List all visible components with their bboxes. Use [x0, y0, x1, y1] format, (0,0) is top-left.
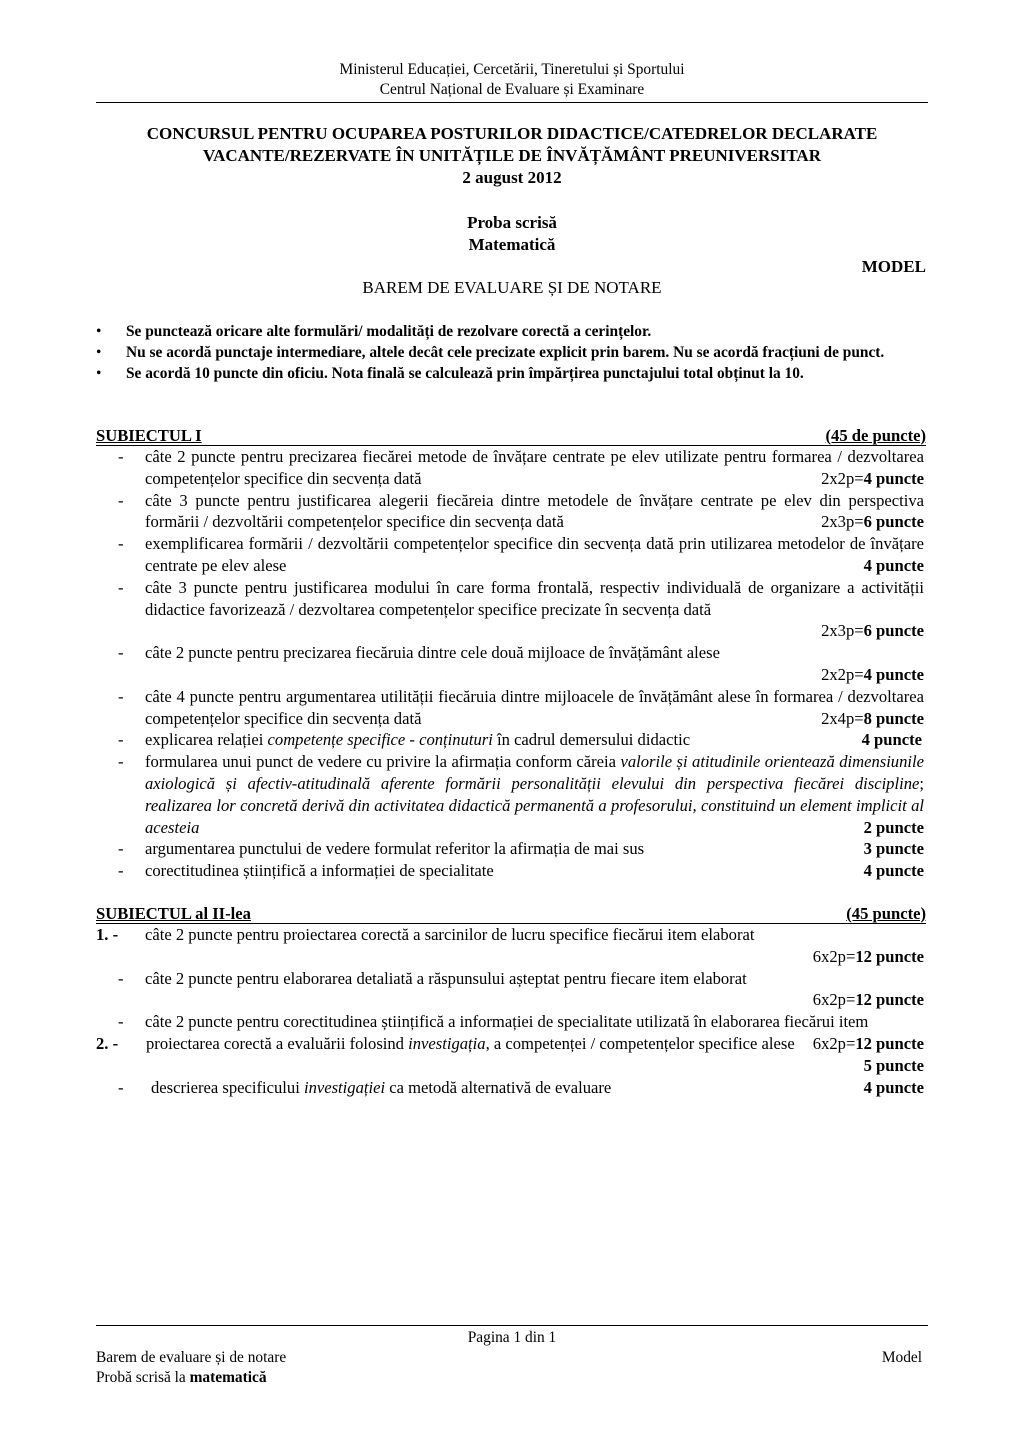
- item-number: 1. -: [96, 925, 119, 944]
- subject-1-title: SUBIECTUL I: [96, 426, 202, 445]
- item-text: explicarea relației: [145, 730, 268, 750]
- rules-list: [96, 321, 928, 384]
- list-item: - câte 3 puncte pentru justificarea alegerii fiecăreia dintre metodele de învățare centrate pe elev din perspectiva formării / dezvoltării competențelor specifice din secvența dată 2x3p=6 puncte: [118, 490, 924, 532]
- item-text-italic: investigația: [408, 1033, 486, 1053]
- item-text-italic: investigației: [303, 1077, 386, 1097]
- probe-label: Proba scrisă: [467, 213, 557, 232]
- list-item: - câte 2 puncte pentru corectitudinea științifică a informației de specialitate utilizată în elaborarea fiecărui item 6x2p=12 puncte: [118, 1012, 924, 1053]
- item-text: descrierea specificului: [151, 1077, 304, 1097]
- points-value: 8 puncte: [863, 708, 924, 728]
- rule-item: • Se punctează oricare alte formulări/ modalități de rezolvare corectă a cerințelor.: [96, 321, 928, 342]
- footer-text: Probă scrisă la: [96, 1369, 190, 1386]
- points-value: 4 puncte: [861, 730, 922, 750]
- evaluation-center: Centrul Național de Evaluare și Examinare: [379, 81, 645, 98]
- item-text: câte 2 puncte pentru proiectarea corectă a sarcinilor de lucru specifice fiecărui item elaborat: [145, 925, 755, 944]
- points-value: 2 puncte: [863, 817, 924, 837]
- item-text-italic: valorile și atitudinile orientează dimensiunile axiologică și afectiv-atitudinală aferente formării personalității elevului din perspectiva fiecărei discipline: [145, 752, 924, 793]
- item-text: câte 3 puncte pentru justificarea modului în care forma frontală, respectiv individuală de organizare a activității didactice favorizează / dezvoltarea competențelor specifice precizate în secvența dată: [145, 577, 924, 619]
- list-item: - câte 2 puncte pentru elaborarea detaliată a răspunsului așteptat pentru fiecare item elaborat 6x2p=12 puncte: [118, 968, 924, 1010]
- list-item: - explicarea relației competențe specifice - conținuturi în cadrul demersului didactic 4 puncte: [118, 730, 922, 750]
- points-value: 4 puncte: [863, 468, 924, 488]
- points-value: 12 puncte: [855, 946, 924, 966]
- item-text: câte 2 puncte pentru precizarea fiecăruia dintre cele două mijloace de învățământ alese: [145, 643, 720, 663]
- item-number: 2. -: [96, 1033, 119, 1053]
- points-value: 4 puncte: [863, 555, 924, 575]
- list-item: - câte 2 puncte pentru precizarea fiecărei metode de învățare centrate pe elev utilizate pentru formarea / dezvoltarea competențelor specifice din secvența dată 2x2p=4 puncte: [118, 447, 924, 488]
- subject-label: Matematică: [468, 235, 556, 254]
- points-value: 4 puncte: [863, 1077, 924, 1097]
- points-value: 6 puncte: [863, 621, 924, 641]
- footer-left-1: Barem de evaluare și de notare: [96, 1349, 287, 1366]
- points-value: 12 puncte: [855, 1033, 924, 1053]
- subject-2-heading: [96, 903, 926, 925]
- page-header: [96, 60, 928, 100]
- item-text: câte 4 puncte pentru argumentarea utilității fiecăruia dintre mijloacele de învățământ alese în formarea / dezvoltarea competențelor specifice din secvența dată: [145, 686, 924, 728]
- item-text-italic: realizarea lor concretă derivă din activitatea didactică permanentă a profesorului, constituind un element implicit al acesteia: [145, 795, 924, 837]
- item-text: exemplificarea formării / dezvoltării competențelor specifice din secvența dată prin utilizarea metodelor de învățare centrate pe elev alese: [145, 534, 924, 575]
- title-line-1: CONCURSUL PENTRU OCUPAREA POSTURILOR DIDACTICE/CATEDRELOR DECLARATE: [146, 124, 878, 143]
- exam-info: [96, 212, 928, 256]
- title-line-2: VACANTE/REZERVATE ÎN UNITĂȚILE DE ÎNVĂȚĂMÂNT PREUNIVERSITAR: [203, 146, 821, 165]
- item-text: câte 3 puncte pentru justificarea alegerii fiecăreia dintre metodele de învățare centrate pe elev din perspectiva formării / dezvoltării competențelor specifice din secvența dată: [145, 490, 924, 532]
- footer-left-2: [96, 1368, 267, 1388]
- header-divider: [96, 102, 928, 103]
- points-value: 6 puncte: [863, 512, 924, 532]
- footer-right: Model: [881, 1349, 922, 1366]
- barem-title: BAREM DE EVALUARE ȘI DE NOTARE: [362, 278, 662, 297]
- item-text-italic: competențe specifice - conținuturi: [267, 730, 493, 750]
- page-number: Pagina 1 din 1: [467, 1329, 557, 1346]
- points-value: 12 puncte: [855, 990, 924, 1010]
- list-item: - formularea unui punct de vedere cu privire la afirmația conform căreia valorile și atitudinile orientează dimensiunile axiologică și afectiv-atitudinală aferente formării personalității elevului din perspectiva fiecărei discipline; realizarea lor concretă derivă din activitatea didactică permanentă a profesorului, constituind un element implicit al acesteia 2 puncte: [118, 752, 924, 837]
- points-value: 3 puncte: [863, 839, 924, 859]
- list-item: [96, 1033, 928, 1077]
- item-text: câte 2 puncte pentru corectitudinea științifică a informației de specialitate utilizată în elaborarea fiecărui item: [145, 1012, 869, 1032]
- item-text: în cadrul demersului didactic: [492, 730, 691, 750]
- points-formula: 2x2p=: [821, 468, 864, 488]
- list-item: [96, 924, 928, 968]
- model-label: MODEL: [861, 257, 926, 276]
- ministry-name: Ministerul Educației, Cercetării, Tineretului și Sportului: [339, 61, 685, 78]
- footer-divider: [96, 1325, 928, 1326]
- subject-2-title: SUBIECTUL al II-lea: [96, 904, 251, 923]
- item-text: câte 2 puncte pentru precizarea fiecărei metode de învățare centrate pe elev utilizate pentru formarea / dezvoltarea competențelor specifice din secvența dată: [145, 447, 924, 488]
- item-text: , a competenței / competențelor specifice alese: [485, 1033, 795, 1053]
- points-formula: 2x4p=: [821, 708, 864, 728]
- rule-item: • Se acordă 10 puncte din oficiu. Nota finală se calculează prin împărțirea punctajului total obținut la 10.: [96, 363, 928, 384]
- footer-subject: matematică: [189, 1369, 267, 1386]
- points-formula: 2x2p=: [821, 664, 864, 684]
- points-formula: 6x2p=: [812, 1033, 856, 1053]
- item-text: ca metodă alternativă de evaluare: [385, 1077, 612, 1097]
- subject-2-items: [96, 924, 928, 1098]
- list-item: - argumentarea punctului de vedere formulat referitor la afirmația de mai sus 3 puncte: [118, 839, 924, 859]
- list-item: - exemplificarea formării / dezvoltării competențelor specifice din secvența dată prin utilizarea metodelor de învățare centrate pe elev alese 4 puncte: [118, 534, 924, 575]
- exam-date: 2 august 2012: [462, 168, 562, 187]
- points-formula: 2x3p=: [821, 621, 864, 641]
- item-text: câte 2 puncte pentru elaborarea detaliată a răspunsului așteptat pentru fiecare item elaborat: [145, 968, 747, 988]
- item-text: formularea unui punct de vedere cu privire la afirmația conform căreia: [145, 752, 621, 772]
- item-text: ;: [919, 773, 924, 793]
- list-item: - câte 4 puncte pentru argumentarea utilității fiecăruia dintre mijloacele de învățământ alese în formarea / dezvoltarea competențelor specifice din secvența dată 2x4p=8 puncte: [118, 686, 924, 728]
- points-formula: 6x2p=: [812, 990, 856, 1010]
- subject-2-points: (45 puncte): [846, 904, 926, 923]
- subject-1-heading: [96, 425, 926, 447]
- subject-1-points: (45 de puncte): [825, 426, 926, 445]
- list-item: - câte 2 puncte pentru precizarea fiecăruia dintre cele două mijloace de învățământ alese 2x2p=4 puncte: [118, 643, 924, 684]
- points-value: 5 puncte: [863, 1055, 924, 1075]
- item-text: argumentarea punctului de vedere formulat referitor la afirmația de mai sus: [145, 839, 645, 859]
- item-text: proiectarea corectă a evaluării folosind: [146, 1033, 409, 1053]
- item-text: corectitudinea științifică a informației de specialitate: [145, 861, 494, 881]
- list-item: - corectitudinea științifică a informației de specialitate 4 puncte: [118, 861, 924, 881]
- points-value: 4 puncte: [863, 664, 924, 684]
- points-formula: 2x3p=: [821, 512, 864, 532]
- points-value: 4 puncte: [863, 861, 924, 881]
- subject-1-items: [96, 446, 928, 882]
- list-item: - descrierea specificului investigației ca metodă alternativă de evaluare 4 puncte: [118, 1077, 924, 1097]
- document-title: [96, 123, 928, 189]
- points-formula: 6x2p=: [812, 946, 856, 966]
- rule-item: • Nu se acordă punctaje intermediare, altele decât cele precizate explicit prin barem. Nu se acordă fracțiuni de punct.: [96, 342, 928, 363]
- list-item: - câte 3 puncte pentru justificarea modului în care forma frontală, respectiv individuală de organizare a activității didactice favorizează / dezvoltarea competențelor specifice precizate în secvența dată 2x3p=6 puncte: [118, 577, 924, 641]
